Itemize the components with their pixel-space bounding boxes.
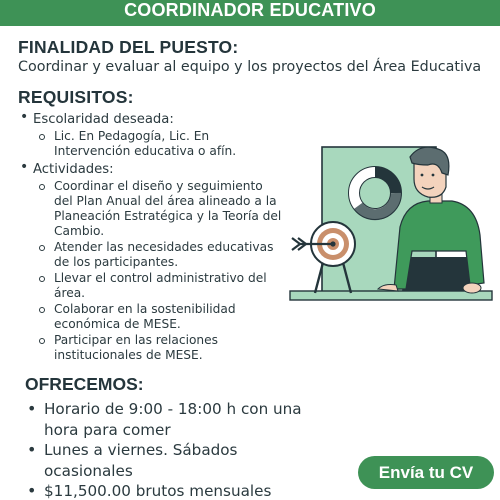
list-item: Participar en las relaciones institucionales de MESE. [33,333,285,363]
presenter-illustration [288,143,494,305]
offer-title: OFRECEMOS: [25,374,144,394]
list-item: Llevar el control administrativo del área. [33,271,285,301]
list-item: • $11,500.00 brutos mensuales [27,481,327,500]
header-title: COORDINADOR EDUCATIVO [124,0,376,20]
list-item: Lic. En Pedagogía, Lic. En Intervención educativa o afín. [33,129,285,159]
requirement-education [20,111,285,159]
requirement-sublist [33,179,285,363]
requirements-list [20,111,285,364]
offer-list [27,399,327,500]
requirement-activities [20,161,285,363]
list-item: Colaborar en la sostenibilidad económica de MESE. [33,302,285,332]
send-cv-button[interactable]: Envía tu CV [358,456,494,489]
requirements-title: REQUISITOS: [18,87,134,107]
list-item: • Horario de 9:00 - 18:00 h con una hora para comer [27,399,327,440]
list-item: Atender las necesidades educativas de los participantes. [33,240,285,270]
purpose-text: Coordinar y evaluar al equipo y los proyectos del Área Educativa [18,59,482,75]
header-title-bar [0,0,500,26]
list-item: Coordinar el diseño y seguimiento del Plan Anual del área alineado a la Planeación Estratégica y la Teoría del Cambio. [33,179,285,239]
requirement-sublist [33,129,285,159]
requirement-label: • Escolaridad deseada: [33,112,174,127]
list-item: • Lunes a viernes. Sábados ocasionales [27,440,327,481]
purpose-title: FINALIDAD DEL PUESTO: [18,37,239,57]
requirement-label: • Actividades: [33,162,114,177]
